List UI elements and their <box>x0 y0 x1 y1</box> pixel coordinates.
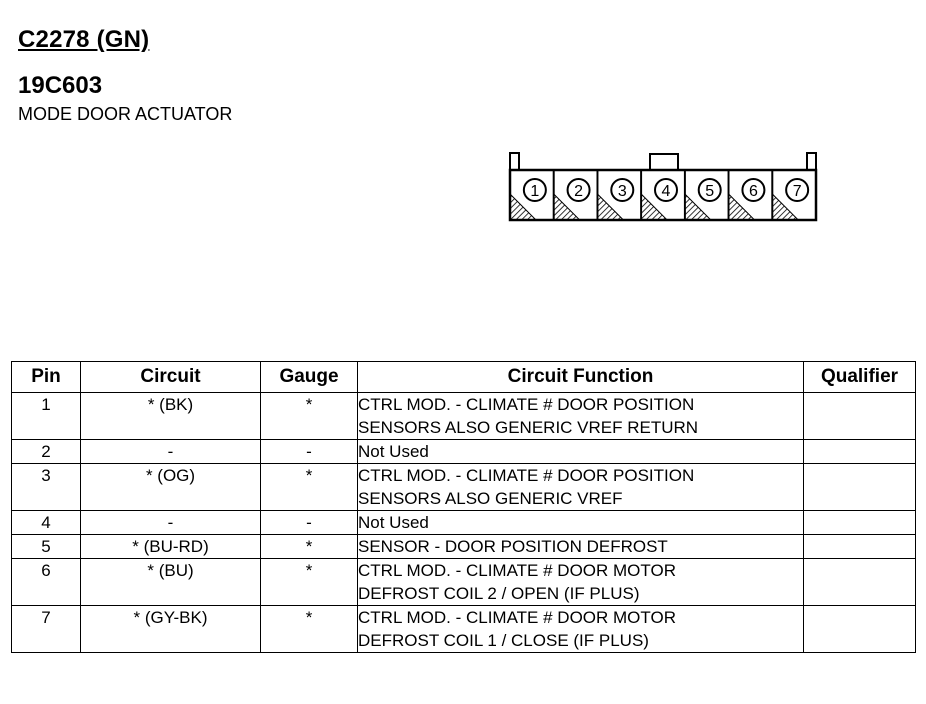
circuit-cell: * (BK) <box>81 393 261 440</box>
pin-number-label: 4 <box>661 183 671 200</box>
gauge-cell: * <box>261 393 358 440</box>
function-line: CTRL MOD. - CLIMATE # DOOR MOTOR <box>358 561 676 580</box>
gauge-cell: * <box>261 535 358 559</box>
function-line: CTRL MOD. - CLIMATE # DOOR POSITION <box>358 395 695 414</box>
qualifier-cell <box>804 464 916 511</box>
gauge-cell: * <box>261 606 358 653</box>
pin-cell: 1 <box>12 393 81 440</box>
pin-number-label: 2 <box>574 183 584 200</box>
function-cell <box>358 393 804 440</box>
qualifier-cell <box>804 606 916 653</box>
qualifier-cell <box>804 559 916 606</box>
component-description: MODE DOOR ACTUATOR <box>18 104 233 124</box>
qualifier-cell <box>804 511 916 535</box>
circuit-cell: * (BU) <box>81 559 261 606</box>
circuit-cell: * (OG) <box>81 464 261 511</box>
circuit-cell: - <box>81 511 261 535</box>
column-header-circuit: Circuit <box>81 362 261 393</box>
function-line: CTRL MOD. - CLIMATE # DOOR MOTOR <box>358 608 676 627</box>
pin-cell: 7 <box>12 606 81 653</box>
pin-cell: 4 <box>12 511 81 535</box>
center-lock-tab <box>650 154 678 170</box>
function-cell <box>358 606 804 653</box>
function-line: SENSORS ALSO GENERIC VREF <box>358 489 623 508</box>
column-header-gauge: Gauge <box>261 362 358 393</box>
pin-number-label: 3 <box>617 183 627 200</box>
function-cell <box>358 511 804 535</box>
function-line: DEFROST COIL 2 / OPEN (IF PLUS) <box>358 584 640 603</box>
table-header-row <box>12 362 916 393</box>
pin-cell: 5 <box>12 535 81 559</box>
pin-cell: 2 <box>12 440 81 464</box>
column-header-circuit-function: Circuit Function <box>358 362 804 393</box>
pin-cell: 6 <box>12 559 81 606</box>
pin-number-label: 7 <box>792 183 802 200</box>
function-line: SENSORS ALSO GENERIC VREF RETURN <box>358 418 699 437</box>
circuit-cell: * (GY-BK) <box>81 606 261 653</box>
pin-number-label: 6 <box>748 183 758 200</box>
pin-number-label: 1 <box>530 183 540 200</box>
connector-id-title: C2278 (GN) <box>18 26 150 53</box>
qualifier-cell <box>804 440 916 464</box>
gauge-cell: * <box>261 464 358 511</box>
table-row <box>12 535 916 559</box>
function-line: CTRL MOD. - CLIMATE # DOOR POSITION <box>358 466 695 485</box>
qualifier-cell <box>804 393 916 440</box>
function-cell <box>358 559 804 606</box>
function-cell <box>358 440 804 464</box>
function-line: Not Used <box>358 442 429 461</box>
pin-number-label: 5 <box>705 183 715 200</box>
circuit-cell: - <box>81 440 261 464</box>
column-header-qualifier: Qualifier <box>804 362 916 393</box>
table-row <box>12 606 916 653</box>
gauge-cell: - <box>261 511 358 535</box>
column-header-pin: Pin <box>12 362 81 393</box>
function-cell <box>358 535 804 559</box>
gauge-cell: - <box>261 440 358 464</box>
function-cell <box>358 464 804 511</box>
table-row <box>12 511 916 535</box>
part-number: 19C603 <box>18 72 103 99</box>
qualifier-cell <box>804 535 916 559</box>
table-row <box>12 464 916 511</box>
pinout-table <box>11 361 916 653</box>
function-line: DEFROST COIL 1 / CLOSE (IF PLUS) <box>358 631 649 650</box>
table-row <box>12 393 916 440</box>
table-row <box>12 559 916 606</box>
function-line: SENSOR - DOOR POSITION DEFROST <box>358 537 668 556</box>
gauge-cell: * <box>261 559 358 606</box>
function-line: Not Used <box>358 513 429 532</box>
circuit-cell: * (BU-RD) <box>81 535 261 559</box>
connector-face-diagram <box>506 150 822 226</box>
table-row <box>12 440 916 464</box>
pin-cell: 3 <box>12 464 81 511</box>
